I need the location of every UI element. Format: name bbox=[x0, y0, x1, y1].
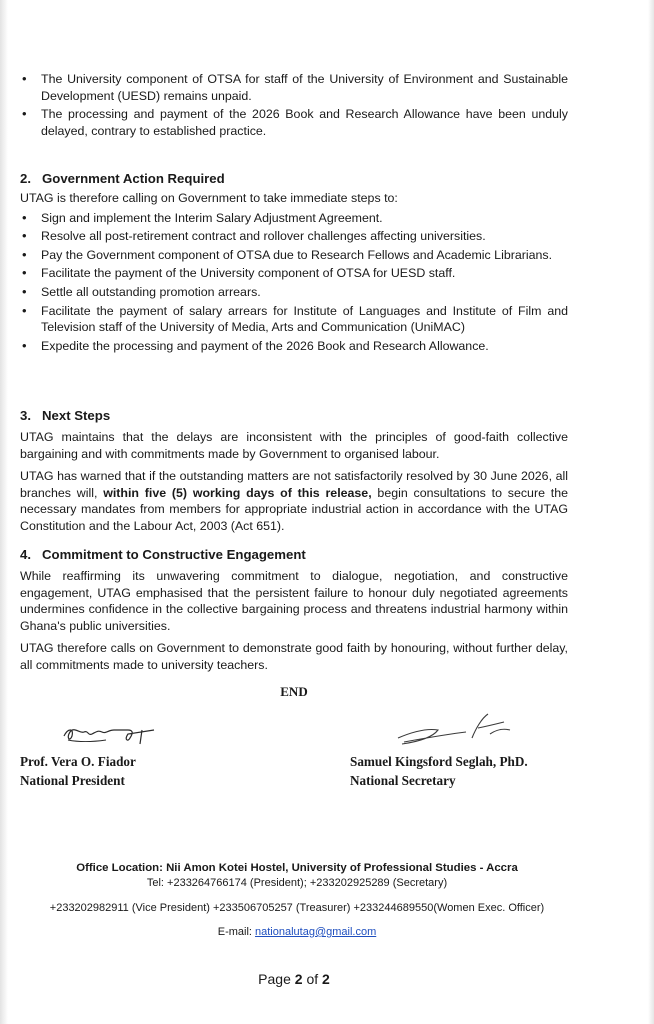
bullet-text: Facilitate the payment of salary arrears for Institute of Languages and Institute of Film and Television staff of the University of Media, Arts and Communication (UniMAC) bbox=[41, 303, 568, 335]
signatory-president bbox=[20, 752, 136, 790]
list-item bbox=[20, 210, 568, 227]
signatory-name: Prof. Vera O. Fiador bbox=[20, 754, 136, 769]
section-number: 4. bbox=[20, 547, 31, 562]
bullet-icon: • bbox=[22, 337, 27, 353]
section-heading bbox=[20, 170, 568, 187]
email-label: E-mail: bbox=[217, 926, 256, 938]
bullet-text: The University component of OTSA for staff of the University of Environment and Sustainable Development (UESD) remains unpaid. bbox=[41, 72, 568, 103]
paragraph bbox=[20, 468, 568, 534]
page-edge-shadow-right bbox=[648, 0, 654, 1024]
signatory-name: Samuel Kingsford Seglah, PhD. bbox=[350, 754, 528, 769]
list-item bbox=[20, 71, 568, 104]
page-number-prefix: Page bbox=[258, 971, 295, 987]
paragraph-text: begin consultations to secure the necessary mandates from members for appropriate industrial action in accordance with the UTAG Constitution and the Labour Act, 2003 (Act 651). bbox=[20, 485, 568, 533]
page-number-separator: of bbox=[302, 971, 323, 987]
bullet-icon: • bbox=[22, 302, 27, 318]
government-action-list bbox=[20, 210, 568, 355]
bullet-icon: • bbox=[22, 106, 27, 122]
bullet-icon: • bbox=[22, 209, 27, 225]
section-title: Commitment to Constructive Engagement bbox=[42, 547, 306, 562]
list-item bbox=[20, 106, 568, 139]
bullet-icon: • bbox=[22, 265, 27, 281]
list-item bbox=[20, 228, 568, 245]
email-line bbox=[0, 925, 594, 940]
email-link[interactable]: nationalutag@gmail.com bbox=[255, 926, 377, 938]
signatory-title: National President bbox=[20, 773, 125, 788]
bullet-text: The processing and payment of the 2026 Book and Research Allowance have been unduly delayed, contrary to established practice. bbox=[41, 107, 568, 138]
signatory-secretary bbox=[350, 752, 528, 790]
bullet-icon: • bbox=[22, 71, 27, 86]
list-item bbox=[20, 247, 568, 264]
bullet-text: Facilitate the payment of the University component of OTSA for UESD staff. bbox=[41, 266, 456, 281]
emphasized-text: within five (5) working days of this release, bbox=[103, 485, 372, 500]
telephone-line: Tel: +233264766174 (President); +233202925289 (Secretary) bbox=[146, 877, 448, 889]
section-number: 3. bbox=[20, 408, 31, 423]
section-heading bbox=[20, 546, 568, 563]
section-number: 2. bbox=[20, 171, 31, 186]
bullet-text: Expedite the processing and payment of the 2026 Book and Research Allowance. bbox=[41, 338, 489, 353]
bullet-icon: • bbox=[22, 228, 27, 244]
list-item bbox=[20, 265, 568, 282]
bullet-text: Resolve all post-retirement contract and rollover challenges affecting universities. bbox=[41, 229, 486, 244]
office-location: Office Location: Nii Amon Kotei Hostel, University of Professional Studies - Accra bbox=[76, 862, 518, 874]
section1-continuation bbox=[20, 71, 568, 141]
bullet-icon: • bbox=[22, 283, 27, 299]
list-item bbox=[20, 284, 568, 301]
paragraph-text: UTAG has warned that if the outstanding matters are not satisfactorily resolved by 30 June 2026, all branches will, bbox=[20, 469, 568, 500]
page-number bbox=[0, 971, 588, 987]
paragraph: UTAG therefore calls on Government to demonstrate good faith by honouring, without further delay, all commitments made to university teachers. bbox=[20, 641, 568, 672]
end-marker: END bbox=[280, 684, 308, 699]
bullet-icon: • bbox=[22, 246, 27, 262]
signature-president-icon bbox=[58, 718, 168, 748]
bullet-text: Settle all outstanding promotion arrears. bbox=[41, 284, 261, 299]
section-intro: UTAG is therefore calling on Government to take immediate steps to: bbox=[20, 191, 398, 205]
page-number-current: 2 bbox=[294, 971, 303, 987]
page-number-total: 2 bbox=[322, 971, 330, 987]
list-item bbox=[20, 338, 568, 355]
bullet-text: Pay the Government component of OTSA due to Research Fellows and Academic Librarians. bbox=[41, 247, 553, 262]
bullet-text: Sign and implement the Interim Salary Adjustment Agreement. bbox=[41, 210, 383, 225]
section-commitment bbox=[20, 546, 568, 674]
signature-secretary-icon bbox=[392, 708, 522, 750]
phone-numbers: +233202982911 (Vice President) +233506705257 (Treasurer) +233244689550(Women Exec. Officer) bbox=[49, 902, 545, 914]
section-heading bbox=[20, 407, 568, 424]
section-title: Government Action Required bbox=[42, 171, 225, 186]
section-government-action bbox=[20, 170, 568, 356]
paragraph: While reaffirming its unwavering commitment to dialogue, negotiation, and constructive engagement, UTAG emphasised that the persistent failure to honour duly negotiated agreements undermines confidence in the collective bargaining process and threatens industrial harmony within Ghana's public universities. bbox=[20, 569, 568, 633]
section1-bullet-list bbox=[20, 71, 568, 139]
signatory-title: National Secretary bbox=[350, 773, 456, 788]
section-title: Next Steps bbox=[42, 408, 111, 423]
section-next-steps bbox=[20, 407, 568, 535]
paragraph: UTAG maintains that the delays are inconsistent with the principles of good-faith collective bargaining and with commitments made by Government to organised labour. bbox=[20, 430, 568, 461]
list-item bbox=[20, 303, 568, 336]
